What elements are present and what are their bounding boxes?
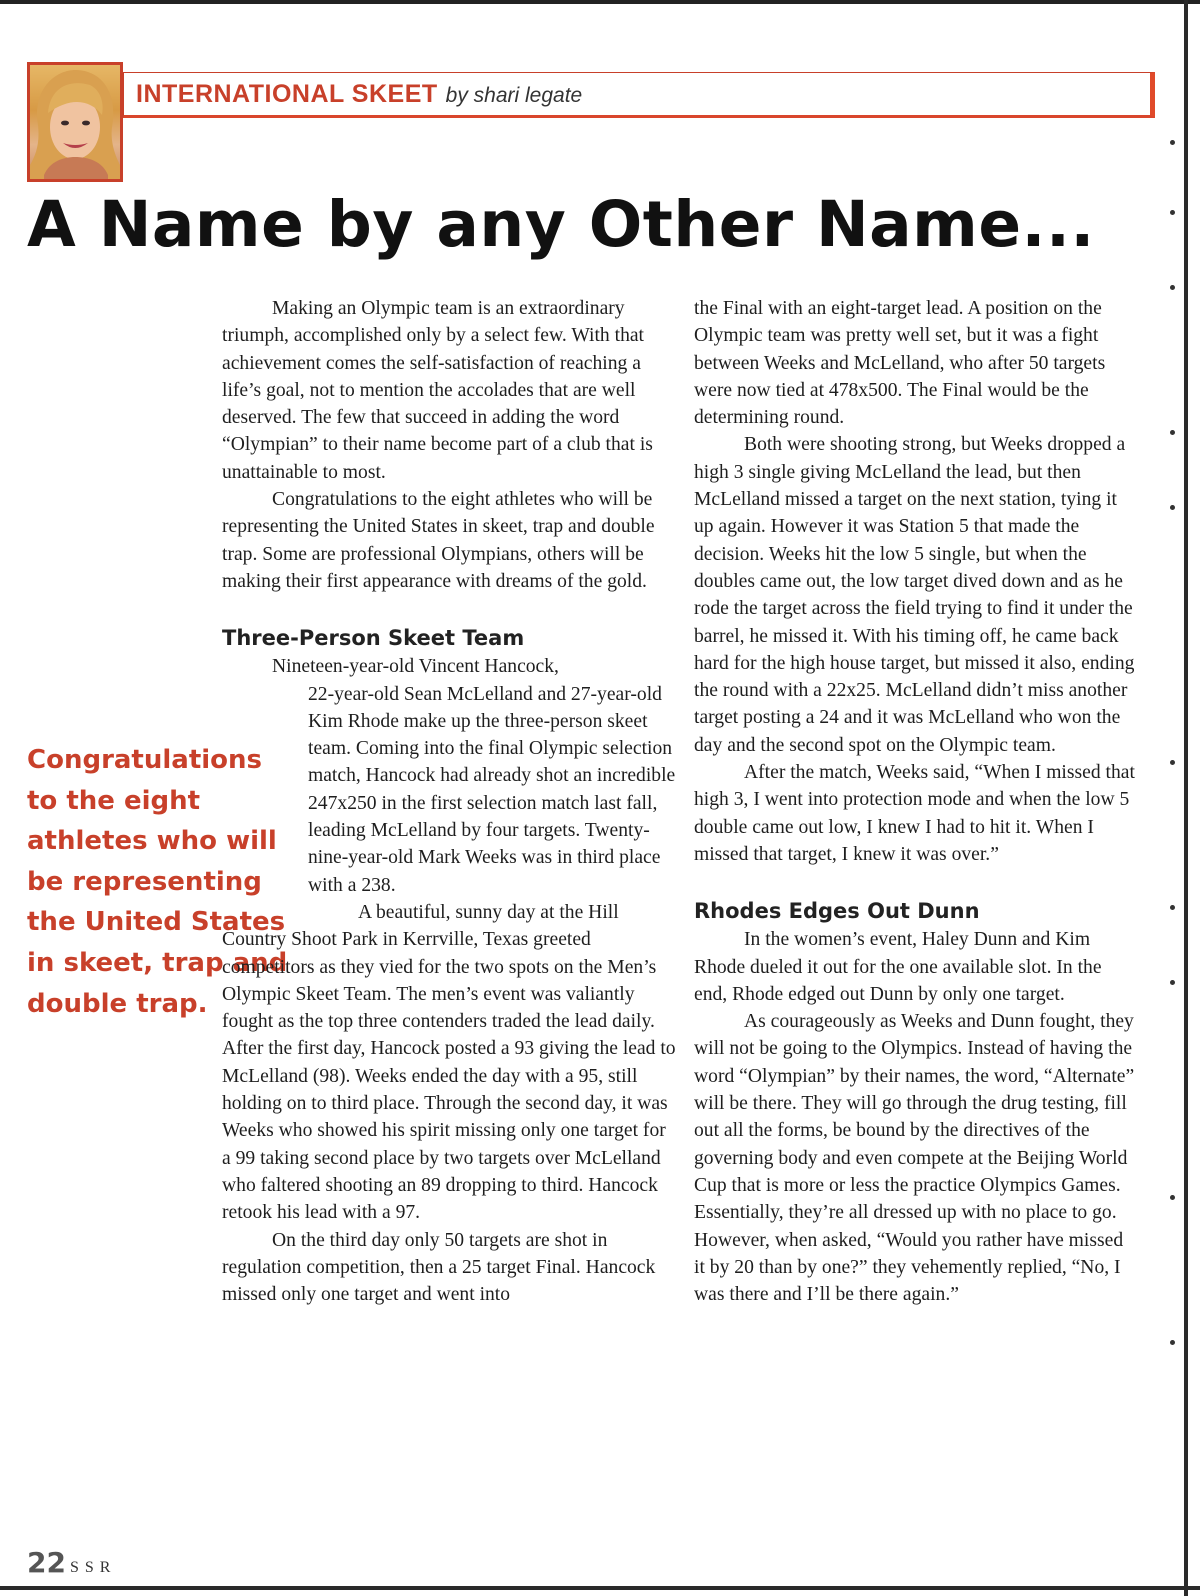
paragraph: On the third day only 50 targets are shot in regulation competition, then a 25 target Final. Hancock missed only one target and went into (222, 1229, 656, 1306)
edge-mark (1170, 505, 1175, 510)
paragraph: Making an Olympic team is an extraordinary triumph, accomplished only by a select few. With that achievement comes the self-satisfaction of reaching a life’s goal, not to mention the accolades that are well deserved. The few that succeed in adding the word “Olympian” to their name become part of a club that is unattainable to most. (222, 298, 653, 483)
paragraph: 22-year-old Sean McLelland and 27-year-old Kim Rhode make up the three-person skeet team. Coming into the final Olympic selection match, Hancock had already shot an incredible 247x250 in the first selection match last fall, leading McLelland by four targets. Twenty-nine-year-old Mark Weeks was in third place with a 238. (308, 683, 676, 896)
edge-mark (1170, 430, 1175, 435)
subheading: Three-Person Skeet Team (222, 626, 525, 651)
paragraph: In the women’s event, Haley Dunn and Kim Rhode dueled it out for the one available slot. In the end, Rhode edged out Dunn by only one target. (694, 929, 1102, 1005)
pull-quote: Congratulations to the eight athletes who will be representing the United States in skeet, trap and double trap. (27, 745, 288, 1019)
edge-mark (1170, 1195, 1175, 1200)
top-border (0, 0, 1200, 4)
paragraph: Both were shooting strong, but Weeks dropped a high 3 single giving McLelland the lead, but then McLelland missed a target on the next station, tying it up again. However it was Station 5 that made the decision. Weeks hit the low 5 single, but when the doubles came out, the low target dived down and as he rode the target across the field trying to find it under the barrel, he missed it. With his timing off, he came back hard for the high house target, but missed it also, ending the round with a 22x25. McLelland didn’t miss another target posting a 24 and it was McLelland who won the day and the second spot on the Olympic team. (694, 434, 1135, 756)
edge-mark (1170, 210, 1175, 215)
article-column-1 (222, 295, 677, 1308)
edge-mark (1170, 760, 1175, 765)
edge-mark (1170, 1340, 1175, 1345)
edge-mark (1170, 140, 1175, 145)
byline: by shari legate (445, 84, 583, 107)
paragraph: After the match, Weeks said, “When I missed that high 3, I went into protection mode and when the low 5 double came out low, I knew I had to hit it. When I missed that target, I knew it was over.” (694, 762, 1135, 865)
bottom-border (0, 1586, 1200, 1590)
edge-mark (1170, 905, 1175, 910)
subheading: Rhodes Edges Out Dunn (694, 899, 980, 924)
author-portrait-icon (30, 65, 120, 179)
paragraph: Nineteen-year-old Vincent Hancock, (272, 656, 559, 678)
edge-mark (1170, 980, 1175, 985)
right-edge-border (1184, 0, 1188, 1596)
paragraph: Congratulations to the eight athletes who will be representing the United States in skeet, trap and double trap. Some are professional Olympians, others will be making their first appearance with dreams of the gold. (222, 489, 655, 592)
article-column-2 (694, 295, 1138, 1308)
paragraph: A beautiful, sunny day at the Hill Country Shoot Park in Kerrville, Texas greeted competitors as they vied for the two spots on the Men’s Olympic Skeet Team. The men’s event was valiantly fought as the top three contenders traded the lead daily. After the first day, Hancock posted a 93 giving the lead to McLelland (98). Weeks ended the day with a 95, still holding on to third place. Through the second day, it was Weeks who showed his spirit missing only one target for a 99 taking second place by two targets over McLelland who faltered shooting an 89 dropping to third. Hancock retook his lead with a 97. (222, 901, 676, 1224)
publication-name: SSR (69, 1559, 117, 1576)
author-photo (27, 62, 123, 182)
section-header (123, 72, 1155, 118)
page-number: 22 (27, 1546, 66, 1579)
paragraph: the Final with an eight-target lead. A position on the Olympic team was pretty well set, but it was a fight between Weeks and McLelland, who after 50 targets were now tied at 478x500. The Final would be the determining round. (694, 298, 1106, 429)
paragraph: As courageously as Weeks and Dunn fought, they will not be going to the Olympics. Instead of having the word “Olympian” by their names, the word, “Alternate” will be there. They will go through the drug testing, fill out all the forms, be bound by the directives of the governing body and even compete at the Beijing World Cup that is more or less the practice Olympics Games. Essentially, they’re all dressed up with no place to go. However, when asked, “Would you rather have missed it by 20 than by one?” they vehemently replied, “No, I was there and I’ll be there again.” (694, 1011, 1135, 1306)
page-footer (27, 1546, 116, 1579)
section-name: INTERNATIONAL SKEET (136, 80, 438, 108)
edge-mark (1170, 285, 1175, 290)
article-title: A Name by any Other Name... (27, 188, 1095, 261)
